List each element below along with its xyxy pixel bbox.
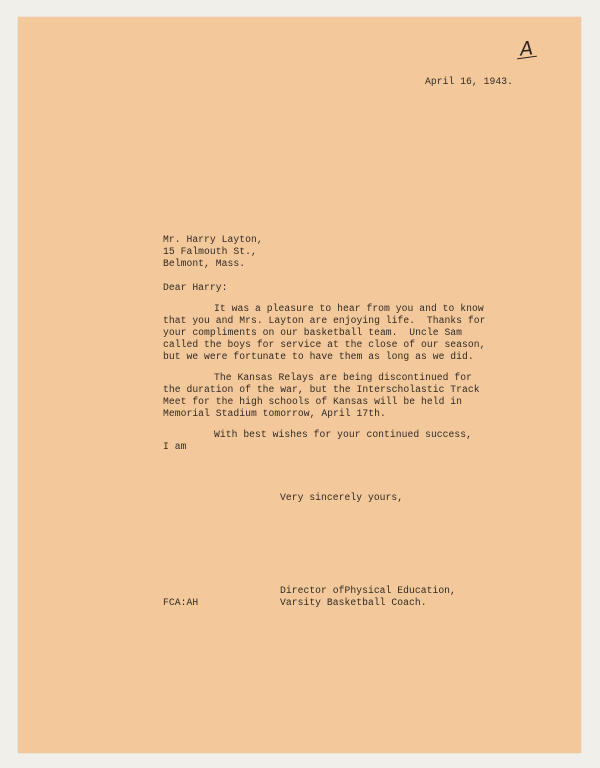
paragraph2-line: Meet for the high schools of Kansas will be held in xyxy=(163,396,463,407)
paragraph1-line: called the boys for service at the close of our season, xyxy=(163,339,486,350)
recipient-street: 15 Falmouth St., xyxy=(163,246,257,257)
recipient-name: Mr. Harry Layton, xyxy=(163,234,263,245)
paragraph1-line: It was a pleasure to hear from you and to know xyxy=(214,303,484,314)
paragraph1-line: but we were fortunate to have them as long as we did. xyxy=(163,351,474,362)
paragraph3-line: I am xyxy=(163,441,187,452)
complimentary-closing: Very sincerely yours, xyxy=(280,492,404,503)
signature-title: Director ofPhysical Education, xyxy=(280,585,456,596)
recipient-city: Belmont, Mass. xyxy=(163,258,246,269)
signature-title: Varsity Basketball Coach. xyxy=(280,597,427,608)
paragraph2-line: the duration of the war, but the Interscholastic Track xyxy=(163,384,480,395)
paragraph3-line: With best wishes for your continued success, xyxy=(214,429,472,440)
salutation: Dear Harry: xyxy=(163,282,228,293)
paragraph1-line: that you and Mrs. Layton are enjoying life. Thanks for xyxy=(163,315,486,326)
reference-initials: FCA:AH xyxy=(163,597,199,608)
letter-date: April 16, 1943. xyxy=(425,76,513,87)
paragraph1-line: your compliments on our basketball team. Uncle Sam xyxy=(163,327,463,338)
handwritten-mark: A xyxy=(518,37,535,61)
paragraph2-line: The Kansas Relays are being discontinued for xyxy=(214,372,472,383)
paragraph2-line: Memorial Stadium tomorrow, April 17th. xyxy=(163,408,386,419)
